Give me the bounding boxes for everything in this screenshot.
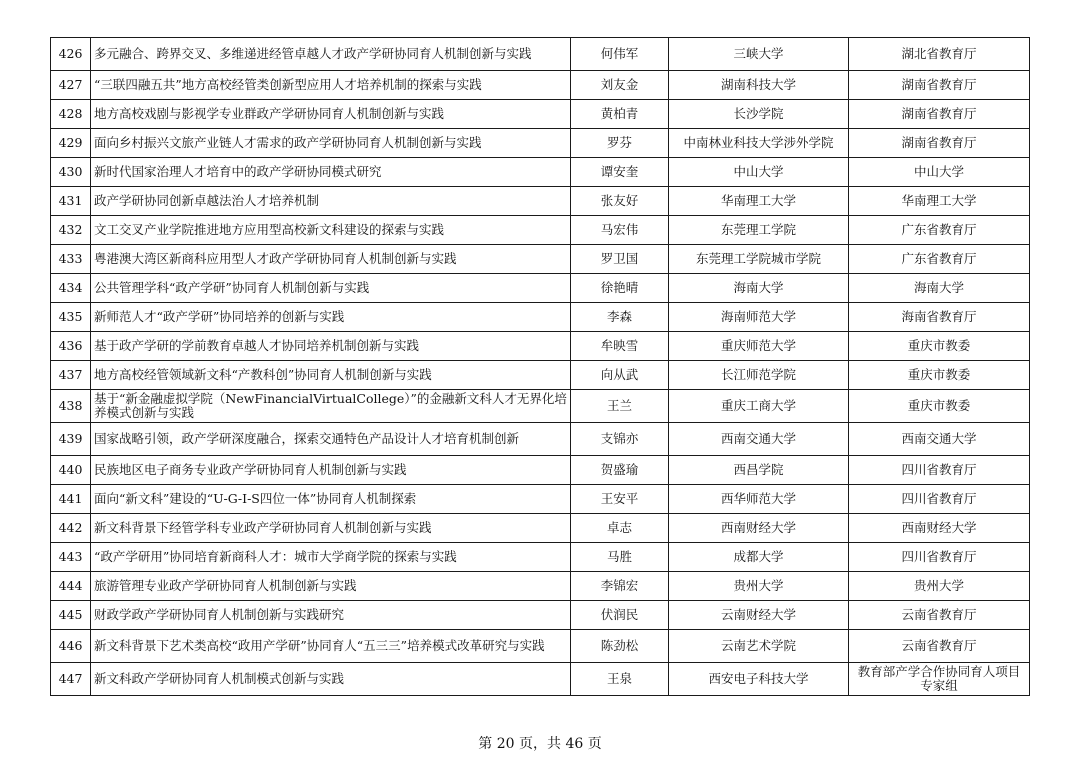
- project-title: 公共管理学科“政产学研”协同育人机制创新与实践: [91, 274, 571, 303]
- table-row: [51, 245, 1030, 274]
- leader-name: 马胜: [571, 543, 669, 572]
- recommending-unit: 西南交通大学: [849, 423, 1030, 456]
- leader-name: 陈劲松: [571, 630, 669, 663]
- project-title: 财政学政产学研协同育人机制创新与实践研究: [91, 601, 571, 630]
- recommending-unit: 重庆市教委: [849, 361, 1030, 390]
- project-title: 旅游管理专业政产学研协同育人机制创新与实践: [91, 572, 571, 601]
- table-row: [51, 71, 1030, 100]
- school-name: 中山大学: [669, 158, 849, 187]
- recommending-unit: 湖南省教育厅: [849, 71, 1030, 100]
- row-number: 427: [51, 71, 91, 100]
- table-row: [51, 456, 1030, 485]
- leader-name: 徐艳晴: [571, 274, 669, 303]
- row-number: 444: [51, 572, 91, 601]
- recommending-unit: 海南省教育厅: [849, 303, 1030, 332]
- recommending-unit: 华南理工大学: [849, 187, 1030, 216]
- table-row: [51, 663, 1030, 696]
- table-row: [51, 129, 1030, 158]
- table-row: [51, 514, 1030, 543]
- row-number: 437: [51, 361, 91, 390]
- school-name: 东莞理工学院: [669, 216, 849, 245]
- school-name: 华南理工大学: [669, 187, 849, 216]
- school-name: 三峡大学: [669, 38, 849, 71]
- recommending-unit: 广东省教育厅: [849, 245, 1030, 274]
- row-number: 436: [51, 332, 91, 361]
- project-title: 面向乡村振兴文旅产业链人才需求的政产学研协同育人机制创新与实践: [91, 129, 571, 158]
- row-number: 430: [51, 158, 91, 187]
- recommending-unit: 云南省教育厅: [849, 601, 1030, 630]
- leader-name: 罗卫国: [571, 245, 669, 274]
- table-row: [51, 303, 1030, 332]
- row-number: 435: [51, 303, 91, 332]
- recommending-unit: 贵州大学: [849, 572, 1030, 601]
- table-row: [51, 100, 1030, 129]
- project-title: 新文科政产学研协同育人机制模式创新与实践: [91, 663, 571, 696]
- recommending-unit: 海南大学: [849, 274, 1030, 303]
- leader-name: 张友好: [571, 187, 669, 216]
- row-number: 429: [51, 129, 91, 158]
- table-row: [51, 601, 1030, 630]
- recommending-unit: 四川省教育厅: [849, 456, 1030, 485]
- project-title: 国家战略引领，政产学研深度融合，探索交通特色产品设计人才培育机制创新: [91, 423, 571, 456]
- leader-name: 伏润民: [571, 601, 669, 630]
- recommending-unit: 广东省教育厅: [849, 216, 1030, 245]
- row-number: 440: [51, 456, 91, 485]
- recommending-unit: 湖南省教育厅: [849, 129, 1030, 158]
- table-row: [51, 543, 1030, 572]
- page-footer: 第 20 页，共 46 页: [478, 736, 602, 752]
- table-row: [51, 332, 1030, 361]
- leader-name: 贺盛瑜: [571, 456, 669, 485]
- row-number: 446: [51, 630, 91, 663]
- school-name: 海南师范大学: [669, 303, 849, 332]
- school-name: 西南财经大学: [669, 514, 849, 543]
- project-title: 粤港澳大湾区新商科应用型人才政产学研协同育人机制创新与实践: [91, 245, 571, 274]
- project-title: 新时代国家治理人才培育中的政产学研协同模式研究: [91, 158, 571, 187]
- leader-name: 马宏伟: [571, 216, 669, 245]
- table-row: [51, 485, 1030, 514]
- row-number: 434: [51, 274, 91, 303]
- table-body: [51, 38, 1030, 696]
- table-row: [51, 423, 1030, 456]
- school-name: 东莞理工学院城市学院: [669, 245, 849, 274]
- recommending-unit: 湖南省教育厅: [849, 100, 1030, 129]
- table-row: [51, 361, 1030, 390]
- leader-name: 王泉: [571, 663, 669, 696]
- table-row: [51, 572, 1030, 601]
- school-name: 成都大学: [669, 543, 849, 572]
- school-name: 西昌学院: [669, 456, 849, 485]
- project-title: 地方高校戏剧与影视学专业群政产学研协同育人机制创新与实践: [91, 100, 571, 129]
- school-name: 西华师范大学: [669, 485, 849, 514]
- row-number: 433: [51, 245, 91, 274]
- leader-name: 王安平: [571, 485, 669, 514]
- project-title: 文工交叉产业学院推进地方应用型高校新文科建设的探索与实践: [91, 216, 571, 245]
- school-name: 贵州大学: [669, 572, 849, 601]
- recommending-unit: 湖北省教育厅: [849, 38, 1030, 71]
- project-title: 新文科背景下经管学科专业政产学研协同育人机制创新与实践: [91, 514, 571, 543]
- school-name: 湖南科技大学: [669, 71, 849, 100]
- leader-name: 李锦宏: [571, 572, 669, 601]
- leader-name: 向从武: [571, 361, 669, 390]
- table-row: [51, 216, 1030, 245]
- school-name: 海南大学: [669, 274, 849, 303]
- table-row: [51, 38, 1030, 71]
- row-number: 431: [51, 187, 91, 216]
- row-number: 432: [51, 216, 91, 245]
- row-number: 426: [51, 38, 91, 71]
- project-title: 多元融合、跨界交叉、多维递进经管卓越人才政产学研协同育人机制创新与实践: [91, 38, 571, 71]
- table-row: [51, 158, 1030, 187]
- table-row: [51, 630, 1030, 663]
- recommending-unit: 四川省教育厅: [849, 485, 1030, 514]
- row-number: 447: [51, 663, 91, 696]
- project-title: 新师范人才“政产学研”协同培养的创新与实践: [91, 303, 571, 332]
- row-number: 428: [51, 100, 91, 129]
- row-number: 443: [51, 543, 91, 572]
- school-name: 中南林业科技大学涉外学院: [669, 129, 849, 158]
- recommending-unit: 重庆市教委: [849, 390, 1030, 423]
- school-name: 重庆师范大学: [669, 332, 849, 361]
- school-name: 长江师范学院: [669, 361, 849, 390]
- row-number: 441: [51, 485, 91, 514]
- project-title: 基于“新金融虚拟学院（NewFinancialVirtualCollege）”的金融新文科人才无界化培养模式创新与实践: [91, 390, 571, 423]
- project-title: 基于政产学研的学前教育卓越人才协同培养机制创新与实践: [91, 332, 571, 361]
- recommending-unit: 四川省教育厅: [849, 543, 1030, 572]
- row-number: 438: [51, 390, 91, 423]
- row-number: 439: [51, 423, 91, 456]
- leader-name: 谭安奎: [571, 158, 669, 187]
- row-number: 442: [51, 514, 91, 543]
- school-name: 云南艺术学院: [669, 630, 849, 663]
- table-row: [51, 187, 1030, 216]
- leader-name: 罗芬: [571, 129, 669, 158]
- leader-name: 李森: [571, 303, 669, 332]
- project-title: “政产学研用”协同培育新商科人才：城市大学商学院的探索与实践: [91, 543, 571, 572]
- project-title: 地方高校经管领域新文科“产教科创”协同育人机制创新与实践: [91, 361, 571, 390]
- table-row: [51, 274, 1030, 303]
- recommending-unit: 教育部产学合作协同育人项目专家组: [849, 663, 1030, 696]
- leader-name: 刘友金: [571, 71, 669, 100]
- leader-name: 牟映雪: [571, 332, 669, 361]
- recommending-unit: 重庆市教委: [849, 332, 1030, 361]
- table-row: [51, 390, 1030, 423]
- project-title: 面向“新文科”建设的“U-G-I-S四位一体”协同育人机制探索: [91, 485, 571, 514]
- recommending-unit: 云南省教育厅: [849, 630, 1030, 663]
- project-title: 民族地区电子商务专业政产学研协同育人机制创新与实践: [91, 456, 571, 485]
- recommending-unit: 西南财经大学: [849, 514, 1030, 543]
- school-name: 长沙学院: [669, 100, 849, 129]
- school-name: 重庆工商大学: [669, 390, 849, 423]
- leader-name: 支锦亦: [571, 423, 669, 456]
- school-name: 西南交通大学: [669, 423, 849, 456]
- leader-name: 黄柏青: [571, 100, 669, 129]
- leader-name: 何伟军: [571, 38, 669, 71]
- project-title: 新文科背景下艺术类高校“政用产学研”协同育人“五三三”培养模式改革研究与实践: [91, 630, 571, 663]
- recommending-unit: 中山大学: [849, 158, 1030, 187]
- row-number: 445: [51, 601, 91, 630]
- school-name: 西安电子科技大学: [669, 663, 849, 696]
- leader-name: 王兰: [571, 390, 669, 423]
- project-list-table: [50, 37, 1030, 696]
- leader-name: 卓志: [571, 514, 669, 543]
- school-name: 云南财经大学: [669, 601, 849, 630]
- project-title: “三联四融五共”地方高校经管类创新型应用人才培养机制的探索与实践: [91, 71, 571, 100]
- project-title: 政产学研协同创新卓越法治人才培养机制: [91, 187, 571, 216]
